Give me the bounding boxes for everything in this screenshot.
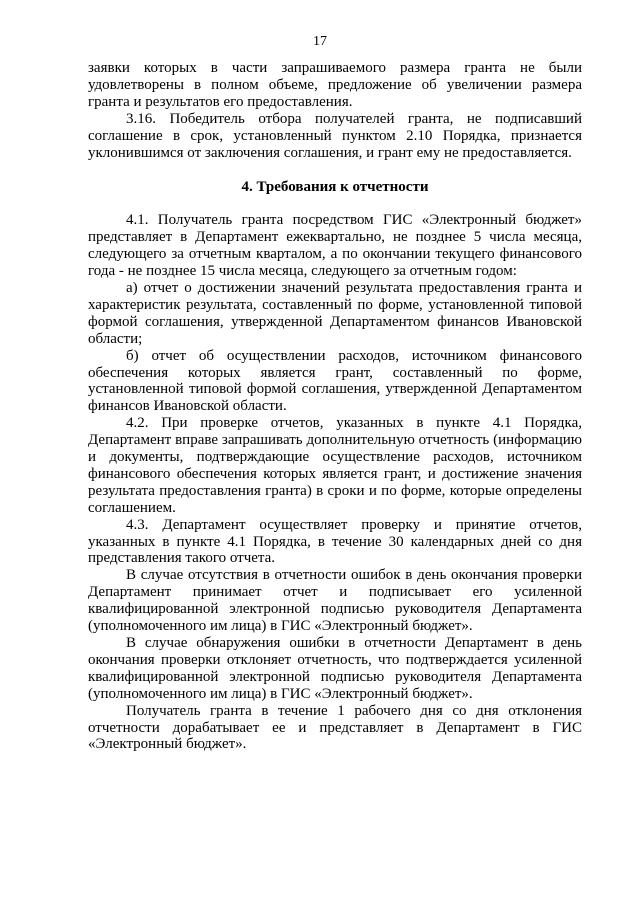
paragraph-continuation: заявки которых в части запрашиваемого размера гранта не были удовлетворены в полном объеме, предложение об увеличении размера гранта и результатов его предоставления. — [88, 60, 582, 110]
paragraph-4-3-errors: В случае обнаружения ошибки в отчетности Департамент в день окончания проверки отклоняет отчетность, что подтверждается усиленной квалифицированной электронной подписью руководителя Департамента (уполномоченного им лица) в ГИС «Электронный бюджет». — [88, 635, 582, 702]
paragraph-4-2: 4.2. При проверке отчетов, указанных в пункте 4.1 Порядка, Департамент вправе запрашивать дополнительную отчетность (информацию и документы, подтверждающие осуществление расходов, источником финансового обеспечения которых является грант, и достижение значения результата предоставления гранта) в сроки и по форме, которые определены соглашением. — [88, 415, 582, 516]
section-title: 4. Требования к отчетности — [241, 179, 429, 196]
paragraph-4-3: 4.3. Департамент осуществляет проверку и принятие отчетов, указанных в пункте 4.1 Порядка, в течение 30 календарных дней со дня представления такого отчета. — [88, 516, 582, 567]
paragraph-4-1-b: б) отчет об осуществлении расходов, источником финансового обеспечения которых является грант, составленный по форме, установленной типовой формой соглашения, утвержденной Департаментом финансов Ивановской области. — [88, 347, 582, 415]
paragraph-4-3-no-errors: В случае отсутствия в отчетности ошибок в день окончания проверки Департамент принимает отчет и подписывает его усиленной квалифицированной электронной подписью руководителя Департамента (уполномоченного им лица) в ГИС «Электронный бюджет». — [88, 567, 582, 635]
paragraph-4-1-a: а) отчет о достижении значений результата предоставления гранта и характеристик результата, составленный по форме, установленной типовой формой соглашения, утвержденной Департаментом финансов Ивановской области; — [88, 279, 582, 347]
paragraph-3-16: 3.16. Победитель отбора получателей гранта, не подписавший соглашение в срок, установленный пунктом 2.10 Порядка, признается уклонившимся от заключения соглашения, и грант ему не предоставляется. — [88, 110, 582, 161]
paragraph-4-3-rework: Получатель гранта в течение 1 рабочего дня со дня отклонения отчетности дорабатывает ее и представляет в Департамент в ГИС «Электронный бюджет». — [88, 702, 582, 753]
document-body — [88, 60, 582, 753]
page-number: 17 — [313, 34, 327, 49]
paragraph-4-1: 4.1. Получатель гранта посредством ГИС «Электронный бюджет» представляет в Департамент ежеквартально, не позднее 5 числа месяца, следующего за отчетным кварталом, а по окончании текущего финансового года - не позднее 15 числа месяца, следующего за отчетным годом: — [88, 212, 582, 280]
